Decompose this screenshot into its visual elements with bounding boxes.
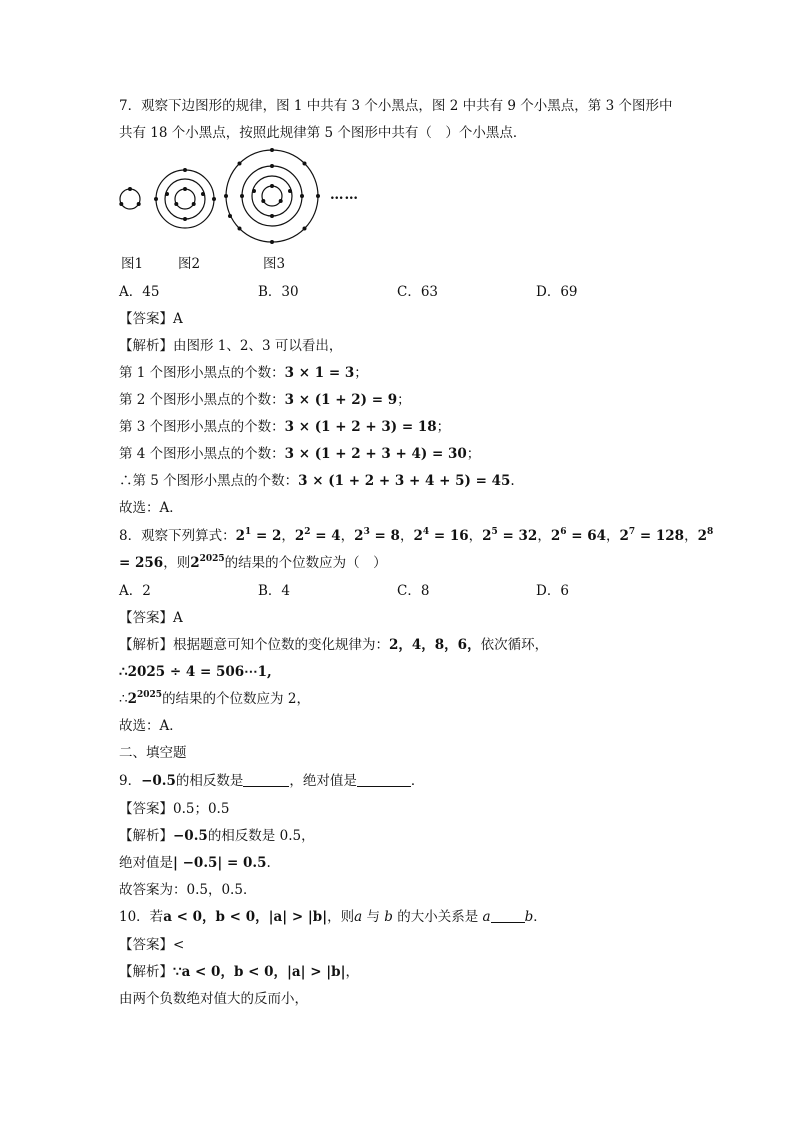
section-heading: 二、填空题: [119, 745, 187, 761]
q7-stem-line-2: 共有 18 个小黑点，按照此规律第 5 个图形中共有（ ）个小黑点．: [119, 125, 527, 141]
q7-step-3: 第 3 个图形小黑点的个数：3 × (1 + 2 + 3) = 18；: [119, 419, 451, 435]
q8-analysis-1: 【解析】根据题意可知个位数的变化规律为：2，4，8，6，依次循环，: [119, 637, 549, 653]
q8-stem-line-2: = 256，则$2^{2025}$的结果的个位数应为（ ）: [119, 554, 387, 571]
q8-analysis-3: $\therefore 2^{2025}$的结果的个位数应为 2，: [119, 690, 310, 707]
fig-label-1: 图1: [121, 256, 144, 272]
q9-analysis: 【解析】−0.5的相反数是 0.5，: [119, 828, 315, 844]
q7-analysis: 【解析】由图形 1、2、3 可以看出，: [119, 338, 343, 354]
q9-conclusion: 故答案为：0.5，0.5．: [119, 882, 257, 898]
q7-step-2: 第 2 个图形小黑点的个数：3 × (1 + 2) = 9；: [119, 392, 411, 408]
q7-option-b: B．30: [258, 284, 299, 300]
q8-option-c: C．8: [397, 583, 430, 599]
answer-blank[interactable]: [491, 910, 525, 923]
q8-stem-line-1: 8．观察下列算式：$2^1 = 2$，$2^2 = 4$，$2^3 = 8$，$2^4 = 16$，$2^5 = 32$，$2^6 = 64$，$2^7 = 128$，$2^8$: [119, 527, 714, 544]
dot: [119, 202, 123, 206]
q7-conclusion: 故选：A．: [119, 500, 183, 516]
fig-label-2: 图2: [178, 256, 201, 272]
q8-option-b: B．4: [258, 583, 291, 599]
q7-step-4: 第 4 个图形小黑点的个数：3 × (1 + 2 + 3 + 4) = 30；: [119, 446, 481, 462]
q8-option-d: D．6: [536, 583, 569, 599]
q7-ellipsis: ……: [330, 187, 359, 203]
answer-blank-2[interactable]: [357, 774, 411, 787]
figure-1: [119, 187, 140, 209]
q8-conclusion: 故选：A．: [119, 718, 183, 734]
q8-answer: 【答案】A: [119, 610, 183, 626]
q7-option-a: A．45: [119, 284, 160, 300]
q7-stem-line-1: 7．观察下边图形的规律，图 1 中共有 3 个小黑点，图 2 中共有 9 个小黑点，第 3 个图形中: [119, 98, 673, 114]
q7-step-5: ∴第 5 个图形小黑点的个数：3 × (1 + 2 + 3 + 4 + 5) = 45.: [119, 473, 515, 489]
q7-option-d: D．69: [536, 284, 578, 300]
answer-blank-1[interactable]: [243, 774, 289, 787]
dot: [128, 187, 132, 191]
q10-stem: 10．若a < 0，b < 0，|a| > |b|，则a 与 b 的大小关系是 a b．: [119, 909, 547, 925]
q7-step-1: 第 1 个图形小黑点的个数：3 × 1 = 3；: [119, 365, 368, 381]
figure-2: [154, 168, 216, 228]
q10-analysis: 【解析】∵a < 0，b < 0，|a| > |b|，: [119, 964, 360, 980]
figure-3: [224, 148, 320, 244]
q10-analysis-2: 由两个负数绝对值大的反而小，: [119, 991, 308, 1007]
q9-answer: 【答案】0.5；0.5: [119, 801, 230, 817]
q9-stem: 9．−0.5的相反数是 ，绝对值是 ．: [119, 773, 425, 789]
q9-analysis-2: 绝对值是| −0.5| = 0.5.: [119, 855, 271, 871]
fig-label-3: 图3: [263, 256, 286, 272]
q8-analysis-2: ∴2025 ÷ 4 = 506⋯1,: [119, 664, 272, 680]
q8-option-a: A．2: [119, 583, 151, 599]
q10-answer: 【答案】<: [119, 937, 185, 953]
q7-option-c: C．63: [397, 284, 439, 300]
dot: [137, 202, 141, 206]
q7-answer: 【答案】A: [119, 311, 183, 327]
